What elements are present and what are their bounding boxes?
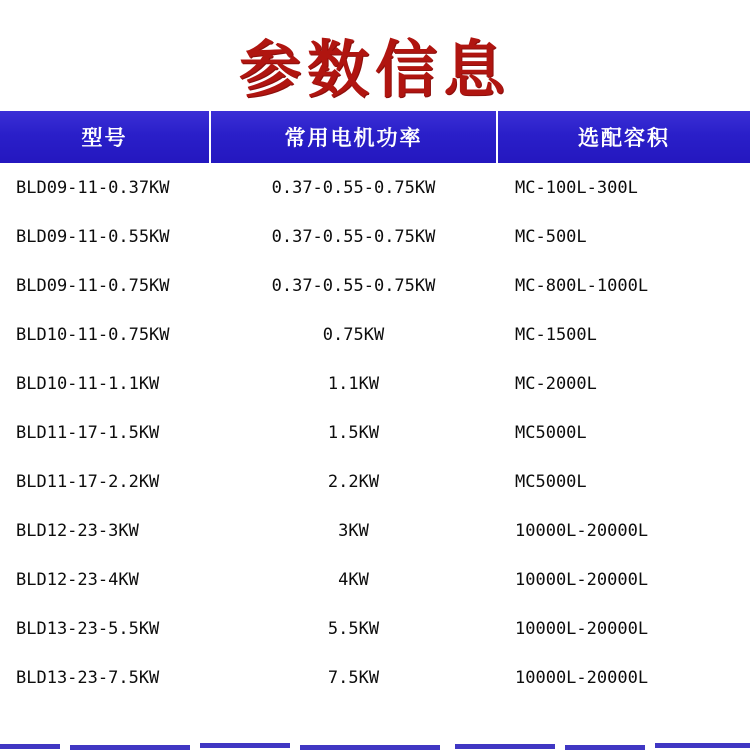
cell-model: BLD09-11-0.55KW (16, 226, 170, 247)
cell-model: BLD09-11-0.37KW (16, 177, 170, 198)
cell-power: 4KW (338, 569, 369, 590)
cell-model: BLD10-11-0.75KW (16, 324, 170, 345)
cell-volume: MC-500L (515, 226, 587, 247)
cell-model: BLD11-17-2.2KW (16, 471, 160, 492)
table-row (0, 555, 750, 604)
cell-model: BLD13-23-5.5KW (16, 618, 160, 639)
column-header-model: 型号 (0, 111, 210, 163)
table-row (0, 261, 750, 310)
table-row (0, 212, 750, 261)
cell-volume: MC5000L (515, 422, 587, 443)
cell-volume: MC-100L-300L (515, 177, 638, 198)
column-header-optional-volume: 选配容积 (497, 111, 750, 163)
cell-power: 7.5KW (327, 667, 380, 688)
cell-power: 0.37-0.55-0.75KW (271, 226, 436, 247)
table-header-row (0, 111, 750, 163)
cell-power: 0.37-0.55-0.75KW (271, 177, 436, 198)
cell-power: 5.5KW (327, 618, 380, 639)
cell-volume: 10000L-20000L (515, 569, 649, 590)
cell-model: BLD13-23-7.5KW (16, 667, 160, 688)
cell-model: BLD12-23-4KW (16, 569, 139, 590)
cell-power: 0.37-0.55-0.75KW (271, 275, 436, 296)
table-row (0, 359, 750, 408)
table-row (0, 310, 750, 359)
cell-power: 0.75KW (322, 324, 385, 345)
cell-model: BLD09-11-0.75KW (16, 275, 170, 296)
cell-model: BLD11-17-1.5KW (16, 422, 160, 443)
cell-model: BLD12-23-3KW (16, 520, 139, 541)
page-title: 参数信息 (238, 33, 511, 106)
cell-volume: MC-2000L (515, 373, 597, 394)
cell-volume: 10000L-20000L (515, 520, 649, 541)
table-row (0, 163, 750, 212)
bottom-edge-artifact (0, 738, 750, 752)
parameter-table (0, 111, 750, 702)
table-header (0, 111, 750, 163)
column-header-motor-power: 常用电机功率 (210, 111, 497, 163)
table-row (0, 604, 750, 653)
cell-volume: MC-1500L (515, 324, 597, 345)
cell-volume: MC-800L-1000L (515, 275, 649, 296)
table-body (0, 163, 750, 702)
cell-volume: 10000L-20000L (515, 618, 649, 639)
cell-model: BLD10-11-1.1KW (16, 373, 160, 394)
cell-power: 2.2KW (327, 471, 380, 492)
cell-power: 3KW (338, 520, 369, 541)
table-row (0, 653, 750, 702)
table-row (0, 457, 750, 506)
cell-power: 1.5KW (327, 422, 380, 443)
cell-volume: 10000L-20000L (515, 667, 649, 688)
cell-volume: MC5000L (515, 471, 587, 492)
cell-power: 1.1KW (327, 373, 380, 394)
table-row (0, 506, 750, 555)
table-row (0, 408, 750, 457)
